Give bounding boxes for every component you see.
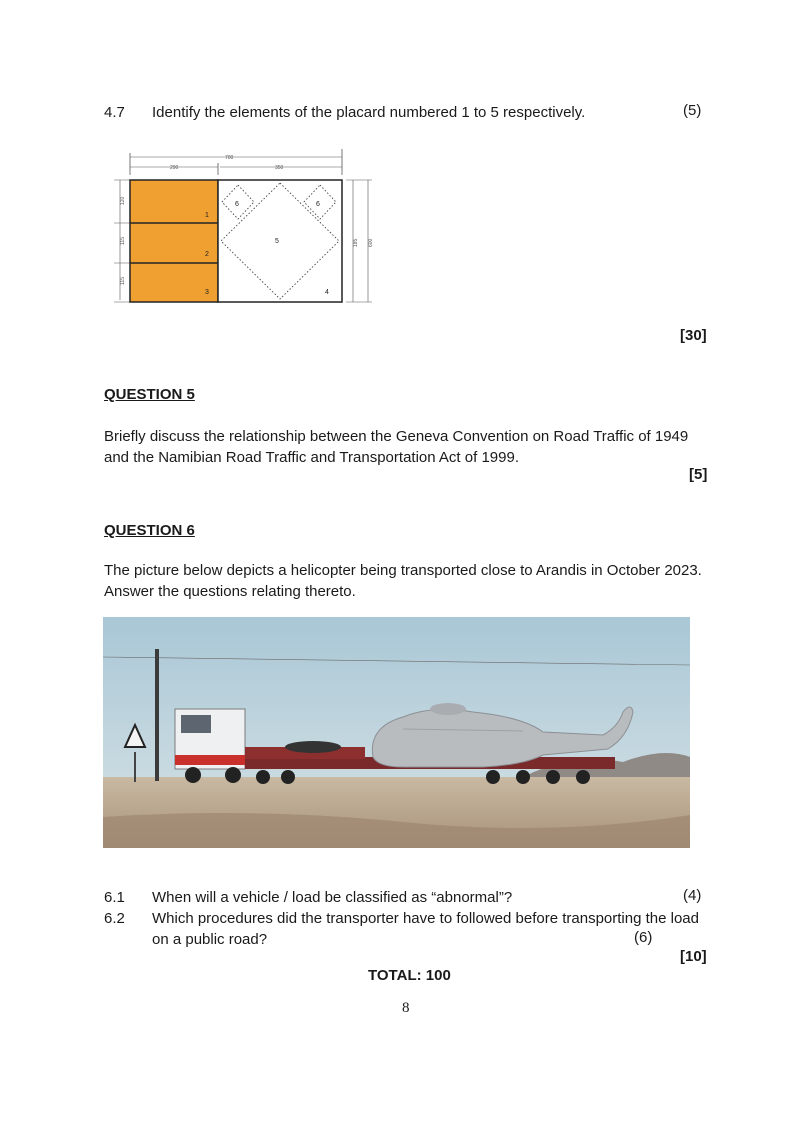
label-4: 4	[325, 289, 329, 296]
label-2: 2	[205, 251, 209, 258]
exam-total: TOTAL: 100	[368, 967, 451, 984]
question-text: Which procedures did the transporter have to followed before transporting the load	[152, 910, 699, 927]
label-6a: 6	[235, 201, 239, 208]
question-intro: The picture below depicts a helicopter being transported close to Arandis in October 2023. Answer the questions relating thereto.	[104, 562, 702, 600]
dim-total: 700	[225, 155, 234, 161]
question-text: Briefly discuss the relationship between the Geneva Convention on Road Traffic of 1949 and the Namibian Road Traffic and Transportation Act of 1999.	[104, 428, 689, 466]
question-text: When will a vehicle / load be classified as “abnormal”?	[152, 889, 513, 906]
question-number: 6.1	[104, 889, 125, 906]
question-marks: (6)	[634, 929, 653, 946]
question-text-continued: on a public road?	[152, 931, 268, 948]
question-heading: QUESTION 5	[104, 386, 195, 403]
question-number: 4.7	[104, 104, 125, 121]
dim-height: 600	[368, 238, 374, 247]
label-3: 3	[205, 289, 209, 296]
placard-diagram	[110, 145, 380, 315]
question-heading: QUESTION 6	[104, 522, 195, 539]
section-total: [30]	[680, 327, 707, 344]
question-number: 6.2	[104, 910, 125, 927]
section-total: [10]	[680, 948, 707, 965]
dim-right: 350	[275, 165, 284, 171]
label-1: 1	[205, 212, 209, 219]
helicopter-transport-photo	[103, 617, 690, 848]
label-5: 5	[275, 238, 279, 245]
dim-left-mid: 115	[120, 237, 126, 245]
page-number: 8	[402, 1000, 410, 1016]
photo-svg	[103, 617, 690, 848]
dim-panel: 185	[353, 238, 359, 247]
dim-left: 290	[170, 165, 179, 171]
question-marks: [5]	[689, 466, 708, 483]
question-text: Identify the elements of the placard numbered 1 to 5 respectively.	[152, 104, 586, 121]
dim-left-top: 120	[120, 196, 126, 205]
dim-left-bot: 115	[120, 277, 126, 285]
label-6b: 6	[316, 201, 320, 208]
question-marks: (5)	[683, 102, 702, 119]
question-marks: (4)	[683, 887, 702, 904]
placard-svg	[110, 145, 380, 315]
